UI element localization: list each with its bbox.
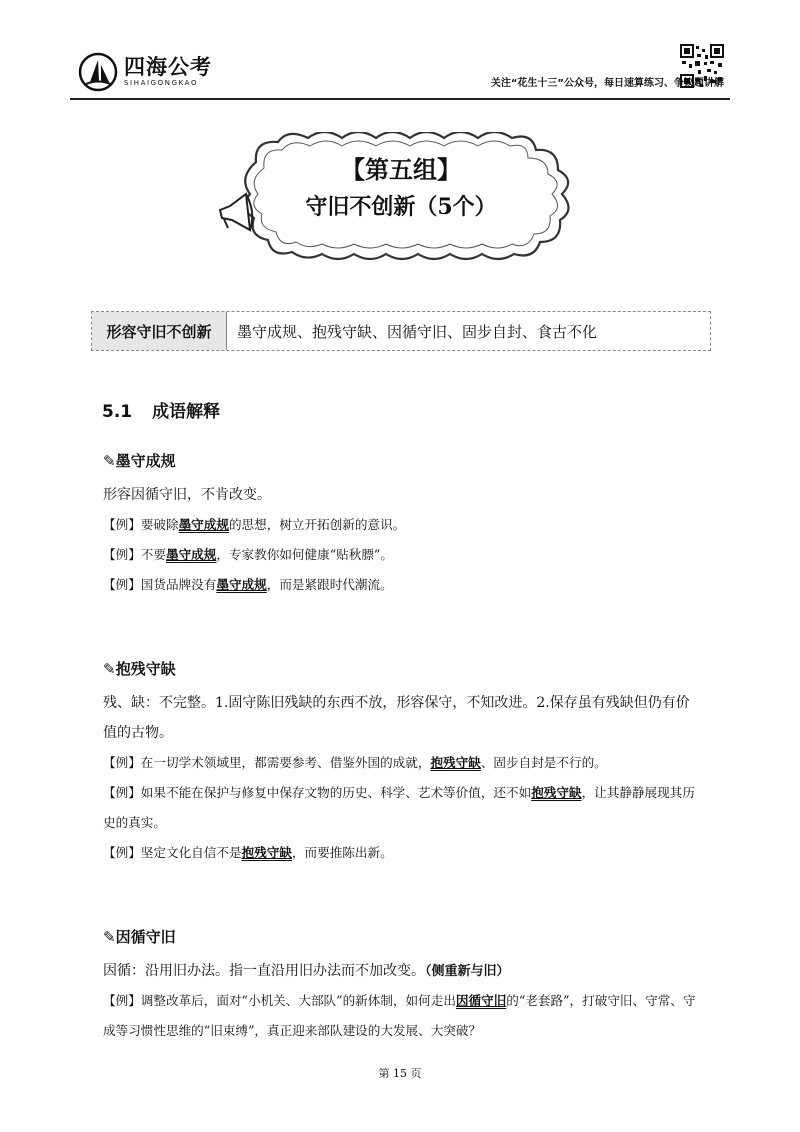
keyword: 抱残守缺 <box>241 845 292 860</box>
example-sentence: 【例】在一切学术领域里，都需要参考、借鉴外国的成就，抱残守缺、固步自封是不行的。 <box>103 755 607 770</box>
keyword: 墨守成规 <box>165 547 217 562</box>
idiom-definition: 因循：沿用旧办法。指一直沿用旧办法而不加改变。（侧重新与旧） <box>103 963 510 979</box>
logo <box>78 52 212 92</box>
keyword: 抱残守缺 <box>430 755 481 770</box>
idiom-heading: ✎因循守旧 <box>103 928 176 946</box>
keyword: 墨守成规 <box>216 577 267 592</box>
logo-name: 四海公考 <box>124 55 212 79</box>
summary-label: 形容守旧不创新 <box>92 312 227 350</box>
idiom-definition: 残、缺：不完整。1.固守陈旧残缺的东西不放，形容保守，不知改进。2.保存虽有残缺但仍有价值的古物。 <box>103 695 690 741</box>
section-number: 5.1 <box>102 402 133 422</box>
idiom-heading: ✎抱残守缺 <box>103 660 176 678</box>
idiom-note: （侧重新与旧） <box>425 964 510 979</box>
logo-subtitle: SIHAIGONGKAO <box>124 79 199 87</box>
section-heading <box>102 397 220 422</box>
keyword: 因循守旧 <box>455 993 507 1008</box>
page-number: 第 15 页 <box>378 1067 422 1080</box>
summary-box <box>91 311 711 351</box>
header-divider <box>70 98 730 100</box>
example-sentence: 【例】不要墨守成规，专家教你如何健康“贴秋膘”。 <box>103 547 393 562</box>
keyword: 抱残守缺 <box>531 785 582 800</box>
example-sentence: 【例】如果不能在保护与修复中保存文物的历史、科学、艺术等价值，还不如抱残守缺，让其静静展现其历史的真实。 <box>103 785 695 830</box>
idiom-definition: 形容因循守旧，不肯改变。 <box>103 487 271 503</box>
page-header <box>70 42 730 97</box>
summary-content: 墨守成规、抱残守缺、因循守旧、固步自封、食古不化 <box>237 322 598 341</box>
group-title: 【第五组】 <box>341 155 461 184</box>
example-sentence: 【例】国货品牌没有墨守成规，而是紧跟时代潮流。 <box>103 577 393 592</box>
topic-title: 守旧不创新（5个） <box>305 194 497 220</box>
header-note: 关注“花生十三”公众号，每日速算练习、争议题讲解 <box>490 78 724 89</box>
sailboat-logo-icon <box>78 52 118 92</box>
idiom-heading: ✎墨守成规 <box>103 452 176 470</box>
example-sentence: 【例】要破除墨守成规的思想，树立开拓创新的意识。 <box>103 517 406 532</box>
section-title: 成语解释 <box>152 402 221 422</box>
example-sentence: 【例】坚定文化自信不是抱残守缺，而要推陈出新。 <box>103 845 393 860</box>
example-sentence: 【例】调整改革后，面对“小机关、大部队”的新体制，如何走出因循守旧的“老套路”，打破守旧、守常、守成等习惯性思维的“旧束缚”，真正迎来部队建设的大发展、大突破？ <box>103 993 696 1038</box>
keyword: 墨守成规 <box>178 517 229 532</box>
